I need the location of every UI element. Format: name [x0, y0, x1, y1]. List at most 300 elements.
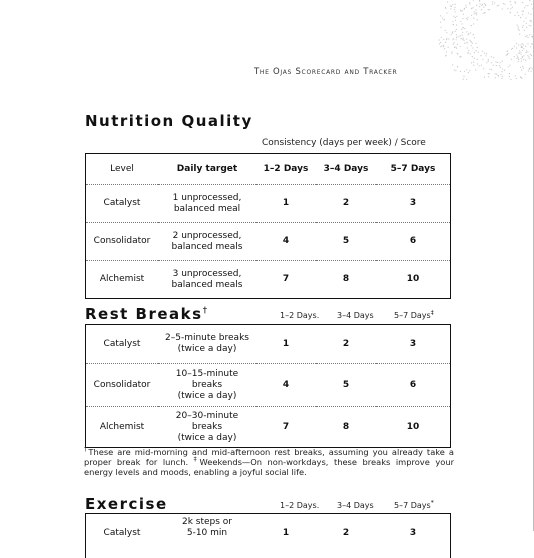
- score-cell: 3: [376, 325, 451, 364]
- target-line: 2 unprocessed,: [173, 231, 242, 241]
- days-1-2-header: 1–2 Days.: [280, 501, 319, 510]
- ornament-dot: [518, 44, 519, 45]
- ornament-dot: [466, 69, 467, 70]
- ornament-dot: [469, 70, 470, 71]
- ornament-dot: [440, 22, 441, 23]
- table-row: [86, 325, 451, 364]
- ornament-dot: [457, 53, 458, 54]
- asterisk-mark: *: [431, 499, 434, 506]
- ornament-dot: [476, 14, 477, 15]
- level-cell: Consolidator: [86, 364, 159, 407]
- ornament-dot: [454, 69, 455, 70]
- dotted-circle-ornament: [436, 0, 534, 80]
- ornament-dot: [461, 29, 462, 30]
- ornament-dot: [441, 45, 442, 46]
- ornament-dot: [448, 47, 449, 48]
- ornament-dot: [464, 71, 465, 72]
- score-cell: 7: [256, 261, 316, 299]
- score-cell: 2: [316, 185, 376, 223]
- ornament-dot: [501, 71, 502, 72]
- ornament-dot: [477, 59, 478, 60]
- ornament-dot: [483, 7, 484, 8]
- ornament-dot: [468, 34, 469, 35]
- ornament-dot: [466, 7, 467, 8]
- ornament-dot: [457, 66, 458, 67]
- score-cell: 1: [256, 325, 316, 364]
- ornament-dot: [517, 12, 518, 13]
- ornament-dot: [509, 73, 510, 74]
- ornament-dot: [455, 4, 456, 5]
- ornament-dot: [476, 5, 477, 6]
- ornament-dot: [503, 3, 504, 4]
- ornament-dot: [492, 1, 493, 2]
- ornament-dot: [529, 34, 530, 35]
- level-cell: Catalyst: [86, 325, 159, 364]
- ornament-dot: [454, 9, 455, 10]
- ornament-dot: [498, 5, 499, 6]
- ornament-dot: [501, 78, 502, 79]
- target-line: 1 unprocessed,: [173, 193, 242, 203]
- rest-breaks-title: [85, 305, 209, 323]
- ornament-dot: [493, 57, 494, 58]
- ornament-dot: [491, 69, 492, 70]
- ornament-dot: [453, 24, 454, 25]
- ornament-dot: [525, 74, 526, 75]
- ornament-dot: [452, 51, 453, 52]
- ornament-dot: [452, 31, 453, 32]
- ornament-dot: [516, 54, 517, 55]
- ornament-dot: [521, 78, 522, 79]
- footnote-text: Weekends—On non-workdays, these breaks improve your energy levels and moods, enabling a joyful social life.: [84, 457, 454, 477]
- ornament-dot: [462, 32, 463, 33]
- ornament-dot: [523, 48, 524, 49]
- ornament-dot: [452, 64, 453, 65]
- ornament-dot: [522, 27, 523, 28]
- ornament-dot: [473, 62, 474, 63]
- ornament-dot: [489, 73, 490, 74]
- target-line: balanced meal: [174, 204, 240, 214]
- ornament-dot: [484, 77, 485, 78]
- ornament-dot: [520, 52, 521, 53]
- ornament-dot: [456, 34, 457, 35]
- level-cell: Catalyst: [86, 185, 159, 223]
- ornament-dot: [445, 55, 446, 56]
- ornament-dot: [456, 29, 457, 30]
- ornament-dot: [463, 40, 464, 41]
- ornament-dot: [509, 76, 510, 77]
- ornament-dot: [530, 54, 531, 55]
- ornament-dot: [516, 58, 517, 59]
- ornament-dot: [479, 6, 480, 7]
- ornament-dot: [464, 9, 465, 10]
- ornament-dot: [475, 69, 476, 70]
- target-line: breaks: [192, 380, 222, 390]
- ornament-dot: [491, 62, 492, 63]
- score-cell: 5: [316, 223, 376, 261]
- ornament-dot: [454, 47, 455, 48]
- days-3-4-header: 3–4 Days: [337, 311, 374, 320]
- score-cell: 3: [376, 514, 451, 558]
- consistency-label: Consistency (days per week) / Score: [262, 138, 426, 148]
- days-5-7-header: 5–7 Days: [376, 154, 451, 185]
- ornament-dot: [523, 25, 524, 26]
- ornament-dot: [474, 58, 475, 59]
- ornament-dot: [465, 5, 466, 6]
- ornament-dot: [455, 20, 456, 21]
- target-cell: [158, 261, 256, 299]
- ornament-dot: [524, 7, 525, 8]
- target-line: breaks: [192, 422, 222, 432]
- ornament-dot: [496, 74, 497, 75]
- ornament-dot: [531, 36, 532, 37]
- ornament-dot: [466, 38, 467, 39]
- ornament-dot: [466, 31, 467, 32]
- footnote-text: These are mid-morning and mid-afternoon rest breaks, assuming you already take a proper break for lunch.: [84, 447, 454, 467]
- ornament-dot: [456, 24, 457, 25]
- ornament-dot: [516, 78, 517, 79]
- ornament-dot: [473, 7, 474, 8]
- ornament-dot: [526, 35, 527, 36]
- target-line: balanced meals: [171, 280, 242, 290]
- ornament-dot: [484, 12, 485, 13]
- double-dagger-mark: ‡: [431, 309, 434, 316]
- ornament-dot: [531, 55, 532, 56]
- days-5-7-header: [394, 311, 434, 320]
- ornament-dot: [485, 55, 486, 56]
- double-dagger-mark: ‡: [194, 456, 200, 463]
- target-line: 20–30-minute: [176, 411, 238, 421]
- ornament-dot: [520, 44, 521, 45]
- ornament-dot: [531, 14, 532, 15]
- ornament-dot: [500, 62, 501, 63]
- target-cell: [158, 223, 256, 261]
- ornament-dot: [500, 67, 501, 68]
- ornament-dot: [521, 46, 522, 47]
- ornament-dot: [446, 39, 447, 40]
- level-cell: Alchemist: [86, 407, 159, 448]
- rest-breaks-table: [85, 324, 451, 448]
- score-cell: 3: [376, 185, 451, 223]
- ornament-dot: [528, 70, 529, 71]
- target-line: 5-10 min: [187, 528, 227, 538]
- ornament-dot: [510, 4, 511, 5]
- ornament-dot: [469, 3, 470, 4]
- ornament-dot: [443, 45, 444, 46]
- target-line: (twice a day): [178, 391, 237, 401]
- ornament-dot: [511, 59, 512, 60]
- ornament-dot: [456, 16, 457, 17]
- ornament-dot: [460, 46, 461, 47]
- ornament-dot: [485, 5, 486, 6]
- ornament-dot: [518, 61, 519, 62]
- ornament-dot: [445, 42, 446, 43]
- ornament-dot: [479, 65, 480, 66]
- level-cell: Alchemist: [86, 261, 159, 299]
- ornament-dot: [523, 44, 524, 45]
- ornament-dot: [457, 44, 458, 45]
- level-cell: Catalyst: [86, 514, 159, 558]
- ornament-dot: [446, 32, 447, 33]
- target-cell: [158, 407, 256, 448]
- ornament-dot: [482, 51, 483, 52]
- ornament-dot: [439, 43, 440, 44]
- ornament-dot: [472, 47, 473, 48]
- target-line: balanced meals: [171, 242, 242, 252]
- ornament-dot: [453, 16, 454, 17]
- score-cell: 1: [256, 185, 316, 223]
- ornament-dot: [526, 50, 527, 51]
- ornament-dot: [473, 65, 474, 66]
- ornament-dot: [518, 27, 519, 28]
- ornament-dot: [475, 9, 476, 10]
- ornament-dot: [460, 35, 461, 36]
- ornament-dot: [525, 36, 526, 37]
- ornament-dot: [518, 28, 519, 29]
- ornament-dot: [502, 76, 503, 77]
- ornament-dot: [488, 59, 489, 60]
- ornament-dot: [481, 9, 482, 10]
- ornament-dot: [512, 7, 513, 8]
- ornament-dot: [523, 11, 524, 12]
- ornament-dot: [514, 15, 515, 16]
- ornament-dot: [463, 14, 464, 15]
- ornament-dot: [530, 20, 531, 21]
- ornament-dot: [459, 56, 460, 57]
- ornament-dot: [514, 46, 515, 47]
- ornament-dot: [478, 52, 479, 53]
- target-cell: [158, 364, 256, 407]
- target-line: (twice a day): [178, 344, 237, 354]
- nutrition-table: [85, 153, 451, 299]
- nutrition-header-row: [86, 154, 451, 185]
- ornament-dot: [504, 70, 505, 71]
- ornament-dot: [452, 39, 453, 40]
- ornament-dot: [456, 48, 457, 49]
- rest-breaks-footnote: [84, 447, 454, 477]
- ornament-dot: [523, 55, 524, 56]
- ornament-dot: [506, 55, 507, 56]
- ornament-dot: [443, 46, 444, 47]
- ornament-dot: [444, 48, 445, 49]
- ornament-dot: [504, 4, 505, 5]
- ornament-dot: [450, 8, 451, 9]
- ornament-dot: [482, 4, 483, 5]
- ornament-dot: [531, 4, 532, 5]
- ornament-dot: [467, 47, 468, 48]
- ornament-dot: [489, 9, 490, 10]
- score-cell: 8: [316, 261, 376, 299]
- ornament-dot: [520, 67, 521, 68]
- ornament-dot: [450, 5, 451, 6]
- days-1-2-header: 1–2 Days.: [280, 311, 319, 320]
- dagger-mark: †: [84, 446, 88, 453]
- ornament-dot: [474, 11, 475, 12]
- ornament-dot: [525, 46, 526, 47]
- ornament-dot: [527, 43, 528, 44]
- ornament-dot: [522, 11, 523, 12]
- ornament-dot: [512, 48, 513, 49]
- ornament-dot: [525, 17, 526, 18]
- score-cell: 2: [316, 325, 376, 364]
- ornament-dot: [451, 6, 452, 7]
- ornament-dot: [455, 17, 456, 18]
- exercise-table: [85, 513, 451, 558]
- ornament-dot: [452, 4, 453, 5]
- ornament-dot: [497, 62, 498, 63]
- ornament-dot: [528, 13, 529, 14]
- score-cell: 7: [256, 407, 316, 448]
- days-5-7-label: 5–7 Days: [394, 501, 431, 510]
- score-cell: 10: [376, 261, 451, 299]
- target-line: 2k steps or: [182, 517, 232, 527]
- target-cell: [158, 514, 256, 558]
- ornament-dot: [463, 27, 464, 28]
- ornament-dot: [446, 12, 447, 13]
- ornament-dot: [461, 23, 462, 24]
- ornament-dot: [470, 41, 471, 42]
- dagger-mark: †: [203, 306, 209, 316]
- running-header: The Ojas Scorecard and Tracker: [254, 67, 424, 77]
- ornament-dot: [510, 79, 511, 80]
- ornament-dot: [509, 65, 510, 66]
- ornament-dot: [473, 0, 474, 1]
- ornament-dot: [492, 4, 493, 5]
- ornament-dot: [454, 7, 455, 8]
- ornament-dot: [524, 30, 525, 31]
- ornament-dot: [477, 19, 478, 20]
- ornament-dot: [440, 15, 441, 16]
- ornament-dot: [452, 21, 453, 22]
- ornament-dot: [448, 38, 449, 39]
- rest-breaks-title-text: Rest Breaks: [85, 305, 203, 323]
- ornament-dot: [460, 56, 461, 57]
- ornament-dot: [445, 7, 446, 8]
- ornament-dot: [502, 61, 503, 62]
- ornament-dot: [522, 66, 523, 67]
- ornament-dot: [455, 46, 456, 47]
- ornament-dot: [516, 47, 517, 48]
- ornament-dot: [488, 9, 489, 10]
- ornament-dot: [460, 71, 461, 72]
- ornament-dot: [445, 30, 446, 31]
- ornament-dot: [460, 10, 461, 11]
- nutrition-title: Nutrition Quality: [85, 112, 253, 130]
- ornament-dot: [519, 34, 520, 35]
- ornament-dot: [523, 21, 524, 22]
- ornament-dot: [458, 36, 459, 37]
- ornament-dot: [463, 79, 464, 80]
- score-cell: 4: [256, 223, 316, 261]
- ornament-dot: [522, 50, 523, 51]
- table-row: [86, 223, 451, 261]
- ornament-dot: [451, 53, 452, 54]
- ornament-dot: [520, 76, 521, 77]
- ornament-dot: [475, 43, 476, 44]
- ornament-dot: [480, 3, 481, 4]
- ornament-dot: [522, 2, 523, 3]
- ornament-dot: [462, 10, 463, 11]
- days-5-7-header: [394, 501, 434, 510]
- days-1-2-header: 1–2 Days: [256, 154, 316, 185]
- ornament-dot: [462, 39, 463, 40]
- ornament-dot: [516, 43, 517, 44]
- ornament-dot: [495, 73, 496, 74]
- ornament-dot: [467, 17, 468, 18]
- ornament-dot: [521, 54, 522, 55]
- ornament-dot: [473, 18, 474, 19]
- ornament-dot: [493, 65, 494, 66]
- ornament-dot: [531, 43, 532, 44]
- ornament-dot: [532, 68, 533, 69]
- level-header: Level: [86, 154, 159, 185]
- ornament-dot: [532, 36, 533, 37]
- ornament-dot: [470, 32, 471, 33]
- ornament-dot: [477, 47, 478, 48]
- ornament-dot: [470, 53, 471, 54]
- ornament-dot: [471, 15, 472, 16]
- ornament-dot: [499, 65, 500, 66]
- target-line: 10–15-minute: [176, 369, 238, 379]
- ornament-dot: [471, 25, 472, 26]
- ornament-dot: [467, 19, 468, 20]
- table-row: [86, 364, 451, 407]
- ornament-dot: [521, 58, 522, 59]
- ornament-dot: [453, 44, 454, 45]
- ornament-dot: [502, 68, 503, 69]
- ornament-dot: [502, 8, 503, 9]
- ornament-dot: [519, 53, 520, 54]
- ornament-dot: [474, 13, 475, 14]
- table-row: [86, 514, 451, 558]
- ornament-dot: [522, 56, 523, 57]
- ornament-dot: [528, 56, 529, 57]
- ornament-dot: [526, 23, 527, 24]
- ornament-dot: [440, 42, 441, 43]
- ornament-dot: [463, 76, 464, 77]
- ornament-dot: [474, 37, 475, 38]
- ornament-dot: [466, 18, 467, 19]
- ornament-dot: [507, 53, 508, 54]
- ornament-dot: [514, 1, 515, 2]
- exercise-title: Exercise: [85, 495, 168, 513]
- ornament-dot: [496, 65, 497, 66]
- ornament-dot: [443, 19, 444, 20]
- days-3-4-header: 3–4 Days: [337, 501, 374, 510]
- ornament-dot: [523, 68, 524, 69]
- ornament-dot: [517, 25, 518, 26]
- ornament-dot: [510, 8, 511, 9]
- ornament-dot: [525, 52, 526, 53]
- score-cell: 5: [316, 364, 376, 407]
- ornament-dot: [473, 23, 474, 24]
- ornament-dot: [473, 34, 474, 35]
- ornament-dot: [529, 68, 530, 69]
- ornament-dot: [468, 72, 469, 73]
- ornament-dot: [527, 51, 528, 52]
- ornament-dot: [501, 74, 502, 75]
- ornament-dot: [453, 38, 454, 39]
- ornament-dot: [446, 51, 447, 52]
- ornament-dot: [507, 8, 508, 9]
- ornament-dot: [480, 55, 481, 56]
- ornament-dot: [521, 69, 522, 70]
- ornament-dot: [441, 37, 442, 38]
- ornament-dot: [439, 39, 440, 40]
- ornament-dot: [463, 38, 464, 39]
- ornament-dot: [484, 3, 485, 4]
- ornament-dot: [454, 42, 455, 43]
- ornament-dot: [529, 25, 530, 26]
